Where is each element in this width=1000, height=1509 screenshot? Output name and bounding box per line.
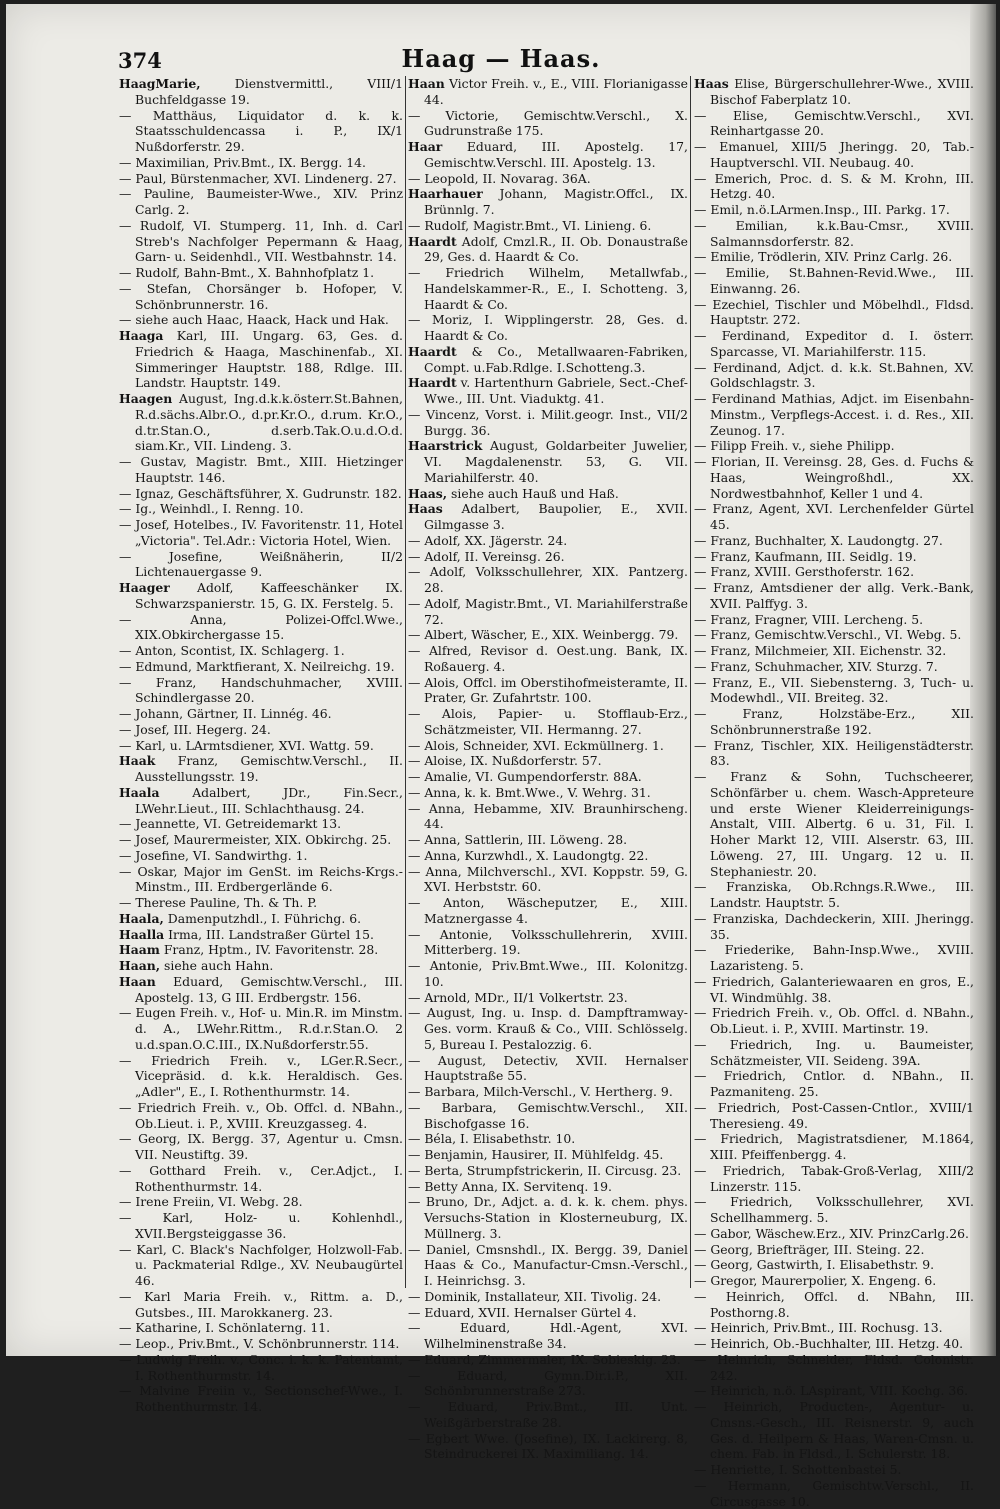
directory-entry: — Franz, Tischler, XIX. Heiligenstädterstr. 83. — [694, 737, 974, 769]
directory-entry: — Friedrich Freih. v., Ob. Offcl. d. NBahn., Ob.Lieut. i. P., XVIII. Kreuzgasseg. 4. — [119, 1099, 403, 1131]
directory-entry: — Franz & Sohn, Tuchscheerer, Schönfärber u. chem. Wasch-Appreteure und erste Wiener Kleiderreinigungs-Anstalt, VIII. Albertg. 6 u. 31, Fil. I. Hoher Markt 12, VIII. Alserstr. 63, III. Löweng. 27, III. Ungarg. 12 u. II. Stephaniestr. 20. — [694, 769, 974, 879]
directory-entry: Haas Adalbert, Baupolier, E., XVII. Gilmgasse 3. — [408, 501, 688, 532]
directory-entry: — Friedrich Freih. v., LGer.R.Secr., Vicepräsid. d. k.k. Heraldisch. Ges. „Adler", E., I. Rothenthurmstr. 14. — [119, 1052, 403, 1099]
directory-entry: — Georg, Gastwirth, I. Elisabethstr. 9. — [694, 1257, 935, 1273]
directory-entry: — Anton, Wäscheputzer, E., XIII. Matznergasse 4. — [408, 895, 688, 926]
directory-entry: — Egbert Wwe. (Josefine), IX. Lackirerg. 8, Steindruckerei IX. Maximiliang. 14. — [408, 1430, 688, 1462]
directory-entry: — Elise, Gemischtw.Verschl., XVI. Reinhartgasse 20. — [694, 107, 974, 139]
directory-entry: — Friedrich Wilhelm, Metallwfab., Handelskammer-R., E., I. Schotteng. 3, Haardt & Co. — [408, 265, 688, 312]
directory-entry: — Franz, Fragner, VIII. Lercheng. 5. — [694, 611, 924, 627]
directory-entry: — Dominik, Installateur, XII. Tivolig. 24. — [408, 1288, 662, 1304]
directory-entry: — Heinrich, Offcl. d. NBahn, III. Posthorng.8. — [694, 1288, 974, 1320]
directory-entry: — Eduard, Gymn.Dir.i.P., XII. Schönbrunnerstraße 273. — [408, 1367, 688, 1399]
directory-entry: — Johann, Gärtner, II. Linnég. 46. — [119, 706, 332, 721]
directory-entry: — Josef, Hotelbes., IV. Favoritenstr. 11, Hotel „Victoria". Tel.Adr.: Victoria Hotel, Wien. — [119, 517, 403, 548]
directory-entry: — Moriz, I. Wipplingerstr. 28, Ges. d. Haardt & Co. — [408, 312, 688, 343]
directory-entry: — Daniel, Cmsnshdl., IX. Bergg. 39, Daniel Haas & Co., Manufactur-Cmsn.-Verschl., I. Heinrichsg. 3. — [408, 1241, 688, 1288]
directory-entry: — Alfred, Revisor d. Oest.ung. Bank, IX. Roßauerg. 4. — [408, 643, 688, 674]
directory-entry: Haagen August, Ing.d.k.k.österr.St.Bahnen, R.d.sächs.Albr.O., d.pr.Kr.O., d.rum. Kr.O., d.tr.Stan.O., d.serb.Tak.O.u.d.O.d. siam.Kr., VII. Lindeng. 3. — [119, 391, 403, 454]
directory-entry: — Josefine, Weißnäherin, II/2 Lichtenauergasse 9. — [119, 548, 403, 580]
directory-entry: — Ignaz, Geschäftsführer, X. Gudrunstr. 182. — [119, 485, 402, 501]
directory-entry: Haas Elise, Bürgerschullehrer-Wwe., XVIII. Bischof Faberplatz 10. — [694, 76, 974, 107]
directory-entry: — August, Ing. u. Insp. d. Dampftramway-Ges. vorm. Krauß & Co., VIII. Schlösselg. 5, Bureau I. Pestalozzig. 6. — [408, 1005, 688, 1052]
page-number: 374 — [118, 48, 162, 73]
directory-entry: — Adolf, Volksschullehrer, XIX. Pantzerg. 28. — [408, 564, 688, 595]
directory-entry: — Franz, Milchmeier, XII. Eichenstr. 32. — [694, 643, 947, 658]
directory-entry: — Friedrich Freih. v., Ob. Offcl. d. NBahn., Ob.Lieut. i. P., XVIII. Martinstr. 19. — [694, 1005, 974, 1036]
directory-column-2 — [408, 76, 688, 1462]
directory-entry: — Heinrich, Priv.Bmt., III. Rochusg. 13. — [694, 1320, 943, 1336]
directory-entry: — Arnold, MDr., II/1 Volkertstr. 23. — [408, 989, 628, 1005]
directory-entry: — Eugen Freih. v., Hof- u. Min.R. im Minstm. d. A., LWehr.Rittm., R.d.r.Stan.O. 2 u.d.span.O.C.III., IX.Nußdorferstr.55. — [119, 1005, 403, 1052]
directory-entry: — Benjamin, Hausirer, II. Mühlfeldg. 45. — [408, 1147, 664, 1162]
directory-entry: — Karl, Holz- u. Kohlenhdl., XVII.Bergsteiggasse 36. — [119, 1210, 403, 1241]
directory-entry: HaagMarie, Dienstvermittl., VIII/1 Buchfeldgasse 19. — [119, 76, 403, 107]
directory-column-1 — [119, 76, 403, 1414]
directory-entry: — Ig., Weinhdl., I. Renng. 10. — [119, 501, 304, 517]
directory-entry: — Berta, Strumpfstrickerin, II. Circusg. 23. — [408, 1162, 682, 1178]
directory-entry: — Friedrich, Cntlor. d. NBahn., II. Pazmaniteng. 25. — [694, 1068, 974, 1099]
directory-entry: — Anna, Kurzwhdl., X. Laudongtg. 22. — [408, 847, 649, 863]
directory-entry: — Franz, Schuhmacher, XIV. Sturzg. 7. — [694, 658, 938, 674]
directory-entry: Haardt & Co., Metallwaaren-Fabriken, Compt. u.Fab.Rdlge. I.Schotteng.3. — [408, 343, 688, 375]
directory-entry: — Anton, Scontist, IX. Schlagerg. 1. — [119, 643, 345, 658]
directory-entry: — Franz, Buchhalter, X. Laudongtg. 27. — [694, 532, 943, 548]
directory-entry: — Heinrich, Ob.-Buchhalter, III. Hetzg. 40. — [694, 1336, 964, 1351]
directory-entry: — Antonie, Priv.Bmt.Wwe., III. Kolonitzg. 10. — [408, 958, 688, 989]
directory-entry: — siehe auch Haac, Haack, Hack und Hak. — [119, 312, 389, 328]
directory-entry: Haardt Adolf, Cmzl.R., II. Ob. Donaustraße 29, Ges. d. Haardt & Co. — [408, 233, 688, 265]
directory-entry: — Karl Maria Freih. v., Rittm. a. D., Gutsbes., III. Marokkanerg. 23. — [119, 1288, 403, 1320]
directory-entry: — Josefine, VI. Sandwirthg. 1. — [119, 847, 308, 863]
directory-entry: — Emanuel, XIII/5 Jheringg. 20, Tab.-Hauptverschl. VII. Neubaug. 40. — [694, 139, 974, 170]
directory-entry: — Albert, Wäscher, E., XIX. Weinbergg. 79. — [408, 627, 679, 643]
directory-entry: — Jeannette, VI. Getreidemarkt 13. — [119, 816, 342, 832]
directory-entry: — Gustav, Magistr. Bmt., XIII. Hietzinger Hauptstr. 146. — [119, 454, 403, 485]
directory-page — [6, 4, 996, 1509]
directory-entry: — Karl, u. LArmtsdiener, XVI. Wattg. 59. — [119, 737, 374, 753]
directory-entry: — Eduard, Zimmermaler, IX. Sobieskig. 23. — [408, 1351, 681, 1367]
directory-entry: — Franziska, Ob.Rchngs.R.Wwe., III. Landstr. Hauptstr. 5. — [694, 879, 974, 910]
running-title: Haag — Haas. — [401, 44, 601, 73]
directory-entry: — Paul, Bürstenmacher, XVI. Lindenerg. 27. — [119, 170, 397, 186]
directory-entry: — Franz, XVIII. Gersthoferstr. 162. — [694, 564, 915, 580]
directory-entry: — Friedrich, Ing. u. Baumeister, Schätzmeister, VII. Seideng. 39A. — [694, 1036, 974, 1068]
directory-entry: — Amalie, VI. Gumpendorferstr. 88A. — [408, 769, 642, 784]
directory-entry: — Bruno, Dr., Adjct. a. d. k. k. chem. phys. Versuchs-Station in Klosterneuburg, IX. Müllnerg. 3. — [408, 1194, 688, 1241]
directory-entry: — Alois, Offcl. im Oberstihofmeisteramte, II. Prater, Gr. Zufahrtstr. 100. — [408, 674, 688, 706]
directory-entry: — Filipp Freih. v., siehe Philipp. — [694, 438, 895, 454]
directory-entry: — Eduard, Priv.Bmt., III. Unt. Weißgärberstraße 28. — [408, 1399, 688, 1430]
column-divider — [405, 76, 406, 1288]
directory-entry: — Franziska, Dachdeckerin, XIII. Jheringg. 35. — [694, 910, 974, 942]
directory-entry: — Friedrich, Post-Cassen-Cntlor., XVIII/1 Theresieng. 49. — [694, 1099, 974, 1131]
directory-entry: — Adolf, II. Vereinsg. 26. — [408, 548, 565, 564]
directory-entry: — Oskar, Major im GenSt. im Reichs-Krgs.-Minstm., III. Erdbergerlände 6. — [119, 863, 403, 895]
directory-entry: — Vincenz, Vorst. i. Milit.geogr. Inst., VII/2 Burgg. 36. — [408, 406, 688, 438]
directory-entry: — Victorie, Gemischtw.Verschl., X. Gudrunstraße 175. — [408, 107, 688, 139]
directory-entry: Haaga Karl, III. Ungarg. 63, Ges. d. Friedrich & Haaga, Maschinenfab., XI. Simmeringer Hauptstr. 188, Rdlge. III. Landstr. Hauptstr. 149. — [119, 328, 403, 391]
directory-entry: Haas, siehe auch Hauß und Haß. — [408, 485, 619, 501]
directory-entry: Haala Adalbert, JDr., Fin.Secr., LWehr.Lieut., III. Schlachthausg. 24. — [119, 784, 403, 816]
directory-entry: — Franz, Agent, XVI. Lerchenfelder Gürtel 45. — [694, 501, 974, 532]
directory-entry: — Friederike, Bahn-Insp.Wwe., XVIII. Lazaristeng. 5. — [694, 942, 974, 973]
directory-entry: — Henriette, I. Schottenbastei 5. — [694, 1462, 902, 1477]
directory-entry: — Emilie, St.Bahnen-Revid.Wwe., III. Einwanng. 26. — [694, 265, 974, 296]
directory-entry: Haam Franz, Hptm., IV. Favoritenstr. 28. — [119, 942, 379, 958]
directory-entry: Haan Eduard, Gemischtw.Verschl., III. Apostelg. 13, G III. Erdbergstr. 156. — [119, 973, 403, 1005]
column-divider — [690, 76, 691, 1288]
directory-entry: — Gabor, Wäschew.Erz., XIV. PrinzCarlg.26. — [694, 1225, 969, 1241]
directory-entry: — Heinrich, Producten-, Agentur- u. Cmsns.-Gesch., III. Reisnerstr. 9, auch Ges. d. Heilpern & Haas, Waren-Cmsn. u. chem. Fab. in Fldsd., I. Schulerstr. 18. — [694, 1399, 974, 1462]
directory-entry: — Ludwig Freih. v., Conc. i. k. k. Patentamt, I. Rothenthurmstr. 14. — [119, 1351, 403, 1383]
directory-entry: — Karl, C. Black's Nachfolger, Holzwoll-Fab. u. Packmaterial Rdlge., XV. Neubaugürtel 46. — [119, 1241, 403, 1288]
directory-entry: Haan, siehe auch Hahn. — [119, 958, 274, 973]
directory-entry: Haardt v. Hartenthurn Gabriele, Sect.-Chef-Wwe., III. Unt. Viaduktg. 41. — [408, 375, 688, 406]
directory-entry: — August, Detectiv, XVII. Hernalser Hauptstraße 55. — [408, 1052, 688, 1084]
directory-entry: — Edmund, Marktfierant, X. Neilreichg. 19. — [119, 658, 395, 674]
directory-entry: — Franz, Amtsdiener der allg. Verk.-Bank, XVII. Palffyg. 3. — [694, 580, 974, 611]
directory-entry: — Pauline, Baumeister-Wwe., XIV. Prinz Carlg. 2. — [119, 186, 403, 217]
directory-entry: — Betty Anna, IX. Servitenq. 19. — [408, 1178, 612, 1194]
directory-entry: — Alois, Schneider, XVI. Eckmüllnerg. 1. — [408, 737, 664, 753]
directory-entry: — Gregor, Maurerpolier, X. Engeng. 6. — [694, 1273, 937, 1288]
directory-entry: — Rudolf, Bahn-Bmt., X. Bahnhofplatz 1. — [119, 265, 375, 280]
directory-entry: — Adolf, Magistr.Bmt., VI. Mariahilferstraße 72. — [408, 595, 688, 627]
directory-entry: — Antonie, Volksschullehrerin, XVIII. Mitterberg. 19. — [408, 926, 688, 958]
directory-entry: — Anna, Sattlerin, III. Löweng. 28. — [408, 832, 628, 847]
directory-entry: Haarhauer Johann, Magistr.Offcl., IX. Brünnlg. 7. — [408, 186, 688, 217]
directory-entry: — Béla, I. Elisabethstr. 10. — [408, 1131, 576, 1147]
directory-entry: — Katharine, I. Schönlaterng. 11. — [119, 1320, 331, 1336]
directory-entry: — Friedrich, Volksschullehrer, XVI. Schellhammerg. 5. — [694, 1194, 974, 1225]
directory-entry: — Rudolf, Magistr.Bmt., VI. Linieng. 6. — [408, 217, 652, 233]
directory-entry: — Anna, Hebamme, XIV. Braunhirscheng. 44. — [408, 800, 688, 832]
directory-entry: — Therese Pauline, Th. & Th. P. — [119, 895, 318, 910]
directory-column-3 — [694, 76, 974, 1509]
directory-entry: — Friedrich, Tabak-Groß-Verlag, XIII/2 Linzerstr. 115. — [694, 1162, 974, 1194]
directory-entry: — Maximilian, Priv.Bmt., IX. Bergg. 14. — [119, 154, 366, 170]
directory-entry: — Heinrich, Schneider, Fldsd. Colonistr. 242. — [694, 1351, 974, 1383]
directory-entry: — Friedrich, Magistratsdiener, M.1864, XIII. Pfeiffenbergg. 4. — [694, 1131, 974, 1162]
directory-entry: — Hermann, Gemischtw.Verschl., II. Circusgasse 10. — [694, 1477, 974, 1509]
directory-entry: — Emilie, Trödlerin, XIV. Prinz Carlg. 26. — [694, 249, 953, 265]
directory-entry: — Barbara, Gemischtw.Verschl., XII. Bischofgasse 16. — [408, 1099, 688, 1131]
directory-entry: — Friedrich, Galanteriewaaren en gros, E., VI. Windmühlg. 38. — [694, 973, 974, 1005]
directory-entry: Haan Victor Freih. v., E., VIII. Florianigasse 44. — [408, 76, 688, 107]
directory-entry: — Josef, III. Hegerg. 24. — [119, 721, 271, 737]
directory-entry: — Ezechiel, Tischler und Möbelhdl., Fldsd. Hauptstr. 272. — [694, 296, 974, 328]
directory-entry: — Gotthard Freih. v., Cer.Adjct., I. Rothenthurmstr. 14. — [119, 1162, 403, 1194]
directory-entry: — Irene Freiin, VI. Webg. 28. — [119, 1194, 303, 1210]
directory-entry: — Heinrich, n.ö. LAspirant, VIII. Kochg. 36. — [694, 1383, 969, 1399]
directory-entry: Haar Eduard, III. Apostelg. 17, Gemischtw.Verschl. III. Apostelg. 13. — [408, 139, 688, 170]
directory-entry: Haak Franz, Gemischtw.Verschl., II. Ausstellungsstr. 19. — [119, 753, 403, 784]
directory-entry: — Rudolf, VI. Stumperg. 11, Inh. d. Carl Streb's Nachfolger Pepermann & Haag, Garn- u. Seidenhdl., VII. Westbahnstr. 14. — [119, 217, 403, 265]
directory-entry: — Ferdinand, Adjct. d. k.k. St.Bahnen, XV. Goldschlagstr. 3. — [694, 359, 974, 391]
directory-entry: Haarstrick August, Goldarbeiter Juwelier, VI. Magdalenenstr. 53, G. VII. Mariahilferstr. 40. — [408, 438, 688, 485]
directory-entry: — Ferdinand Mathias, Adjct. im Eisenbahn-Minstm., Verpflegs-Accest. i. d. Res., XII. Zeunog. 17. — [694, 391, 974, 438]
directory-entry: — Anna, Polizei-Offcl.Wwe., XIX.Obkirchergasse 15. — [119, 611, 403, 643]
directory-entry: — Barbara, Milch-Verschl., V. Hertherg. 9. — [408, 1084, 673, 1099]
directory-entry: — Emilian, k.k.Bau-Cmsr., XVIII. Salmannsdorferstr. 82. — [694, 217, 974, 249]
directory-entry: — Ferdinand, Expeditor d. I. österr. Sparcasse, VI. Mariahilferstr. 115. — [694, 328, 974, 359]
directory-entry: Haala, Damenputzhdl., I. Führichg. 6. — [119, 910, 362, 926]
directory-entry: — Franz, Handschuhmacher, XVIII. Schindlergasse 20. — [119, 674, 403, 706]
directory-entry: — Adolf, XX. Jägerstr. 24. — [408, 532, 568, 548]
directory-entry: — Franz, Gemischtw.Verschl., VI. Webg. 5. — [694, 627, 962, 643]
directory-entry: — Georg, Briefträger, III. Steing. 22. — [694, 1241, 925, 1257]
directory-entry: — Leop., Priv.Bmt., V. Schönbrunnerstr. 114. — [119, 1336, 400, 1351]
directory-entry: — Florian, II. Vereinsg. 28, Ges. d. Fuchs & Haas, Weingroßhdl., XX. Nordwestbahnhof, Keller 1 und 4. — [694, 454, 974, 501]
directory-entry: — Alois, Papier- u. Stofflaub-Erz., Schätzmeister, VII. Hermanng. 27. — [408, 706, 688, 737]
directory-entry: — Franz, Kaufmann, III. Seidlg. 19. — [694, 548, 917, 564]
directory-entry: — Emerich, Proc. d. S. & M. Krohn, III. Hetzg. 40. — [694, 170, 974, 202]
directory-entry: — Anna, k. k. Bmt.Wwe., V. Wehrg. 31. — [408, 784, 651, 800]
directory-entry: — Matthäus, Liquidator d. k. k. Staatsschuldencassa i. P., IX/1 Nußdorferstr. 29. — [119, 107, 403, 154]
directory-entry: — Franz, E., VII. Siebensterng. 3, Tuch- u. Modewhdl., VII. Breiteg. 32. — [694, 674, 974, 706]
directory-entry: Haalla Irma, III. Landstraßer Gürtel 15. — [119, 926, 374, 942]
directory-entry: — Eduard, Hdl.-Agent, XVI. Wilhelminenstraße 34. — [408, 1320, 688, 1351]
directory-entry: — Franz, Holzstäbe-Erz., XII. Schönbrunnerstraße 192. — [694, 706, 974, 737]
directory-entry: — Emil, n.ö.LArmen.Insp., III. Parkg. 17. — [694, 202, 950, 217]
directory-entry: — Leopold, II. Novarag. 36A. — [408, 170, 591, 186]
directory-entry: — Josef, Maurermeister, XIX. Obkirchg. 25. — [119, 832, 392, 847]
directory-entry: — Georg, IX. Bergg. 37, Agentur u. Cmsn. VII. Neustiftg. 39. — [119, 1131, 403, 1162]
directory-entry: — Malvine Freiin v., Sectionschef-Wwe., I. Rothenthurmstr. 14. — [119, 1383, 403, 1414]
directory-entry: — Eduard, XVII. Hernalser Gürtel 4. — [408, 1304, 637, 1320]
directory-entry: — Stefan, Chorsänger b. Hofoper, V. Schönbrunnerstr. 16. — [119, 280, 403, 312]
directory-entry: — Aloise, IX. Nußdorferstr. 57. — [408, 753, 602, 769]
directory-entry: Haager Adolf, Kaffeeschänker IX. Schwarzspanierstr. 15, G. IX. Ferstelg. 5. — [119, 580, 403, 611]
directory-entry: — Anna, Milchverschl., XVI. Koppstr. 59, G. XVI. Herbststr. 60. — [408, 863, 688, 895]
